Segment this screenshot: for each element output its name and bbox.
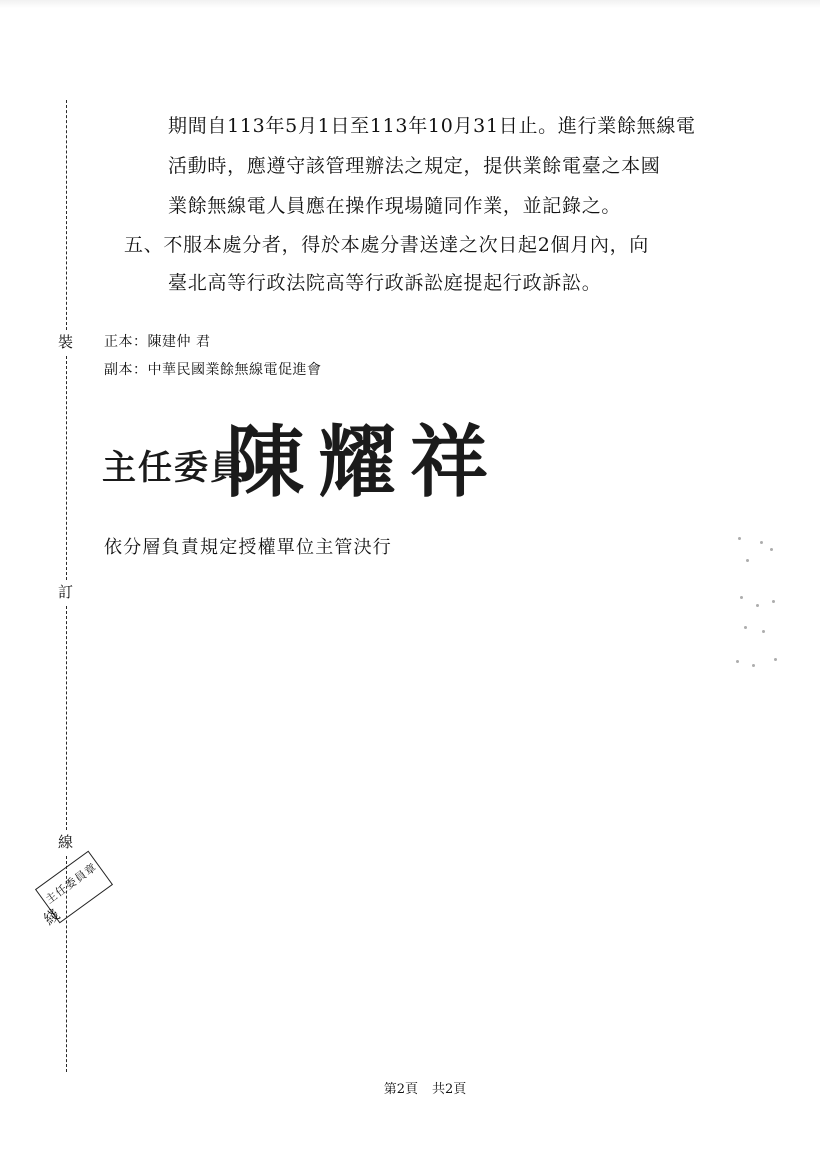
authorization-note: 依分層負責規定授權單位主管決行: [104, 537, 392, 558]
binding-dash-line: [66, 100, 67, 330]
scan-speck: [740, 596, 743, 599]
body-line: 臺北高等行政法院高等行政訴訟庭提起行政訴訟。: [168, 272, 602, 294]
body-line: 五、不服本處分者，得於本處分書送達之次日起2個月內，向: [124, 234, 649, 256]
scan-speck: [736, 660, 739, 663]
body-line: 業餘無線電人員應在操作現場隨同作業，並記錄之。: [168, 195, 622, 217]
primary-recipient: 正本：陳建仲 君: [104, 334, 211, 350]
binding-mark-xian: 線: [58, 833, 74, 851]
scan-speck: [760, 541, 763, 544]
stamp-text: 主任委員章: [43, 860, 100, 907]
binding-dash-line: [66, 356, 67, 580]
signatory-title: 主任委員: [102, 448, 246, 488]
page-total: 共2頁: [432, 1082, 467, 1097]
scan-top-edge: [0, 0, 820, 8]
scan-speck: [770, 548, 773, 551]
scan-speck: [752, 664, 755, 667]
page-footer: [360, 1082, 490, 1098]
scan-speck: [738, 537, 741, 540]
copy-recipient: 副本：中華民國業餘無線電促進會: [104, 362, 322, 378]
scan-speck: [746, 559, 749, 562]
stamp-sign: 綫: [40, 905, 64, 929]
scan-speck: [762, 630, 765, 633]
body-line: 活動時，應遵守該管理辦法之規定，提供業餘電臺之本國: [168, 155, 661, 177]
scan-speck: [756, 604, 759, 607]
scan-speck: [774, 658, 777, 661]
binding-mark-zhuang: 裝: [58, 333, 74, 351]
signatory-name: 陳耀祥: [226, 417, 503, 508]
page-number: 第2頁: [383, 1082, 418, 1097]
body-line: 期間自113年5月1日至113年10月31日止。進行業餘無線電: [168, 115, 696, 137]
binding-mark-ding: 訂: [58, 583, 74, 601]
scan-speck: [772, 600, 775, 603]
scan-speck: [744, 626, 747, 629]
binding-dash-line: [66, 606, 67, 830]
